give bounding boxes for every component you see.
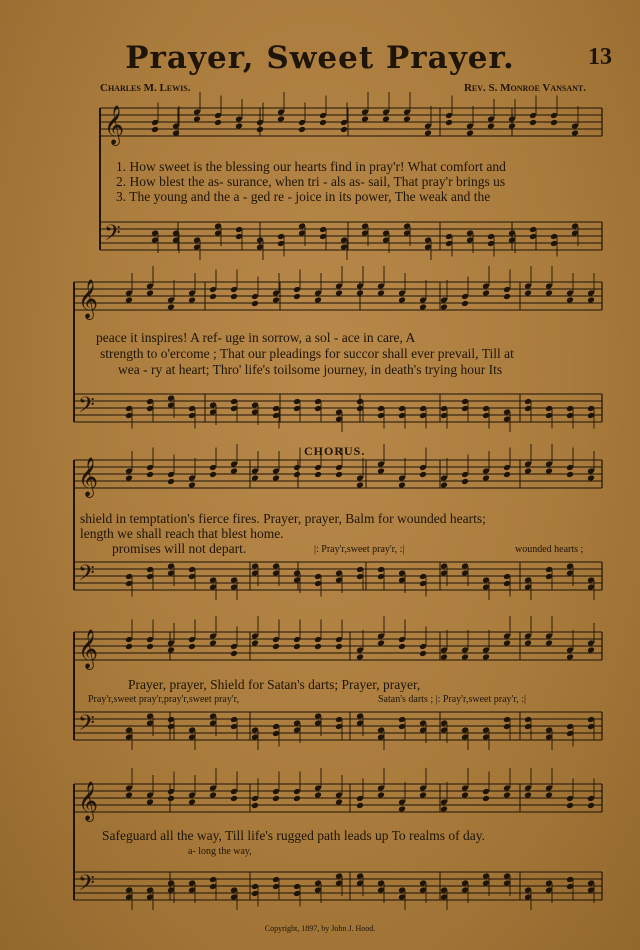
note-head	[251, 300, 259, 307]
note-head	[466, 130, 474, 137]
note-head	[545, 792, 553, 799]
lyric-line: peace it inspires! A ref- uge in sorrow, a sol - ace in care, A	[96, 330, 416, 345]
note-head	[298, 126, 306, 133]
note-head	[188, 482, 196, 489]
note-head	[214, 119, 222, 126]
note-head	[151, 126, 159, 133]
note-head	[293, 293, 301, 300]
note-head	[571, 130, 579, 137]
bass-cue: Pray'r,sweet pray'r,pray'r,sweet pray'r,	[88, 694, 240, 705]
note-head	[314, 297, 322, 304]
lyric-line: promises will not depart.	[112, 541, 247, 556]
note-head	[382, 116, 390, 123]
clef-symbol: 𝄢	[78, 711, 95, 741]
note-head	[335, 471, 343, 478]
note-head	[293, 471, 301, 478]
clef-symbol: 𝄞	[78, 781, 99, 821]
note-head	[356, 290, 364, 297]
hymn-title: Prayer, Sweet Prayer.	[125, 40, 515, 76]
note-head	[440, 482, 448, 489]
note-head	[508, 123, 516, 130]
bass-cue: wounded hearts ;	[515, 544, 584, 555]
note-head	[461, 792, 469, 799]
note-head	[419, 471, 427, 478]
note-head	[230, 795, 238, 802]
note-head	[461, 300, 469, 307]
note-head	[146, 643, 154, 650]
note-head	[524, 290, 532, 297]
note-head	[272, 795, 280, 802]
clef-symbol: 𝄢	[78, 393, 95, 423]
note-head	[545, 640, 553, 647]
note-head	[125, 792, 133, 799]
note-head	[340, 126, 348, 133]
note-head	[587, 475, 595, 482]
lyric-line: 2. How blest the as- surance, when tri - als as- sail, That pray'r brings us	[116, 174, 506, 189]
note-head	[587, 297, 595, 304]
author-credit: Rev. S. Monroe Vansant.	[463, 82, 586, 94]
note-head	[209, 293, 217, 300]
note-head	[566, 297, 574, 304]
note-head	[230, 650, 238, 657]
note-head	[319, 119, 327, 126]
note-head	[545, 468, 553, 475]
note-head	[251, 475, 259, 482]
note-head	[272, 475, 280, 482]
note-head	[146, 799, 154, 806]
note-head	[209, 792, 217, 799]
lyric-line: 3. The young and the a - ged re - joice in its power, The weak and the	[116, 189, 491, 204]
bass-cue: a- long the way,	[188, 846, 252, 857]
clef-symbol: 𝄢	[78, 871, 95, 901]
note-head	[314, 643, 322, 650]
note-head	[424, 130, 432, 137]
note-head	[503, 640, 511, 647]
chorus-heading: CHORUS.	[304, 444, 366, 458]
note-head	[587, 802, 595, 809]
note-head	[550, 119, 558, 126]
note-head	[356, 654, 364, 661]
note-head	[377, 792, 385, 799]
note-head	[172, 130, 180, 137]
note-head	[251, 640, 259, 647]
note-head	[272, 643, 280, 650]
note-head	[209, 471, 217, 478]
note-head	[524, 468, 532, 475]
note-head	[377, 640, 385, 647]
note-head	[482, 795, 490, 802]
bass-cue: Satan's darts ; |: Pray'r,sweet pray'r, :|	[378, 694, 527, 705]
note-head	[482, 475, 490, 482]
note-head	[398, 297, 406, 304]
note-head	[503, 792, 511, 799]
note-head	[314, 792, 322, 799]
note-head	[461, 654, 469, 661]
note-head	[188, 799, 196, 806]
note-head	[167, 304, 175, 311]
note-head	[487, 123, 495, 130]
note-head	[293, 795, 301, 802]
note-head	[251, 802, 259, 809]
note-head	[524, 792, 532, 799]
note-head	[188, 643, 196, 650]
note-head	[272, 297, 280, 304]
note-head	[440, 304, 448, 311]
note-head	[461, 478, 469, 485]
lyric-line: strength to o'ercome ; That our pleadings for succor shall ever prevail, Till at	[100, 346, 514, 361]
note-head	[482, 290, 490, 297]
note-head	[230, 293, 238, 300]
note-head	[356, 482, 364, 489]
note-head	[440, 806, 448, 813]
note-head	[335, 799, 343, 806]
note-head	[167, 795, 175, 802]
note-head	[529, 119, 537, 126]
clef-symbol: 𝄞	[78, 279, 99, 319]
note-head	[335, 643, 343, 650]
note-head	[503, 471, 511, 478]
note-head	[545, 290, 553, 297]
note-head	[440, 654, 448, 661]
note-head	[256, 126, 264, 133]
note-head	[193, 116, 201, 123]
note-head	[146, 290, 154, 297]
note-head	[209, 640, 217, 647]
note-head	[566, 654, 574, 661]
bass-cue: |: Pray'r,sweet pray'r, :|	[314, 544, 405, 555]
composer-credit: Charles M. Lewis.	[100, 82, 191, 94]
note-head	[445, 119, 453, 126]
note-head	[167, 647, 175, 654]
note-head	[293, 643, 301, 650]
note-head	[146, 471, 154, 478]
note-head	[125, 475, 133, 482]
note-head	[419, 650, 427, 657]
note-head	[503, 293, 511, 300]
note-head	[356, 802, 364, 809]
lyric-line: wea - ry at heart; Thro' life's toilsome journey, in death's trying hour Its	[118, 362, 503, 377]
note-head	[398, 482, 406, 489]
note-head	[524, 640, 532, 647]
note-head	[482, 654, 490, 661]
copyright-notice: Copyright, 1897, by John J. Hood.	[264, 924, 376, 933]
note-head	[230, 468, 238, 475]
clef-symbol: 𝄞	[104, 105, 125, 145]
note-head	[419, 792, 427, 799]
note-head	[314, 471, 322, 478]
lyric-line: Prayer, prayer, Shield for Satan's darts; Prayer, prayer,	[128, 677, 421, 692]
clef-symbol: 𝄞	[78, 629, 99, 669]
note-head	[361, 116, 369, 123]
note-head	[125, 643, 133, 650]
lyric-line: Safeguard all the way, Till life's rugged path leads up To realms of day.	[102, 828, 486, 843]
note-head	[398, 806, 406, 813]
note-head	[235, 123, 243, 130]
lyric-line: 1. How sweet is the blessing our hearts find in pray'r! What comfort and	[116, 159, 506, 174]
note-head	[587, 647, 595, 654]
note-head	[277, 116, 285, 123]
note-head	[566, 802, 574, 809]
lyric-line: shield in temptation's fierce fires. Prayer, prayer, Balm for wounded hearts;	[80, 511, 486, 526]
lyric-line: length we shall reach that blest home.	[80, 526, 284, 541]
clef-symbol: 𝄞	[78, 457, 99, 497]
note-head	[377, 468, 385, 475]
note-head	[167, 478, 175, 485]
clef-symbol: 𝄢	[104, 221, 121, 251]
note-head	[403, 116, 411, 123]
page-number: 13	[588, 44, 612, 70]
note-head	[188, 297, 196, 304]
note-head	[377, 290, 385, 297]
note-head	[419, 304, 427, 311]
clef-symbol: 𝄢	[78, 561, 95, 591]
note-head	[566, 471, 574, 478]
note-head	[335, 290, 343, 297]
note-head	[398, 643, 406, 650]
note-head	[125, 297, 133, 304]
